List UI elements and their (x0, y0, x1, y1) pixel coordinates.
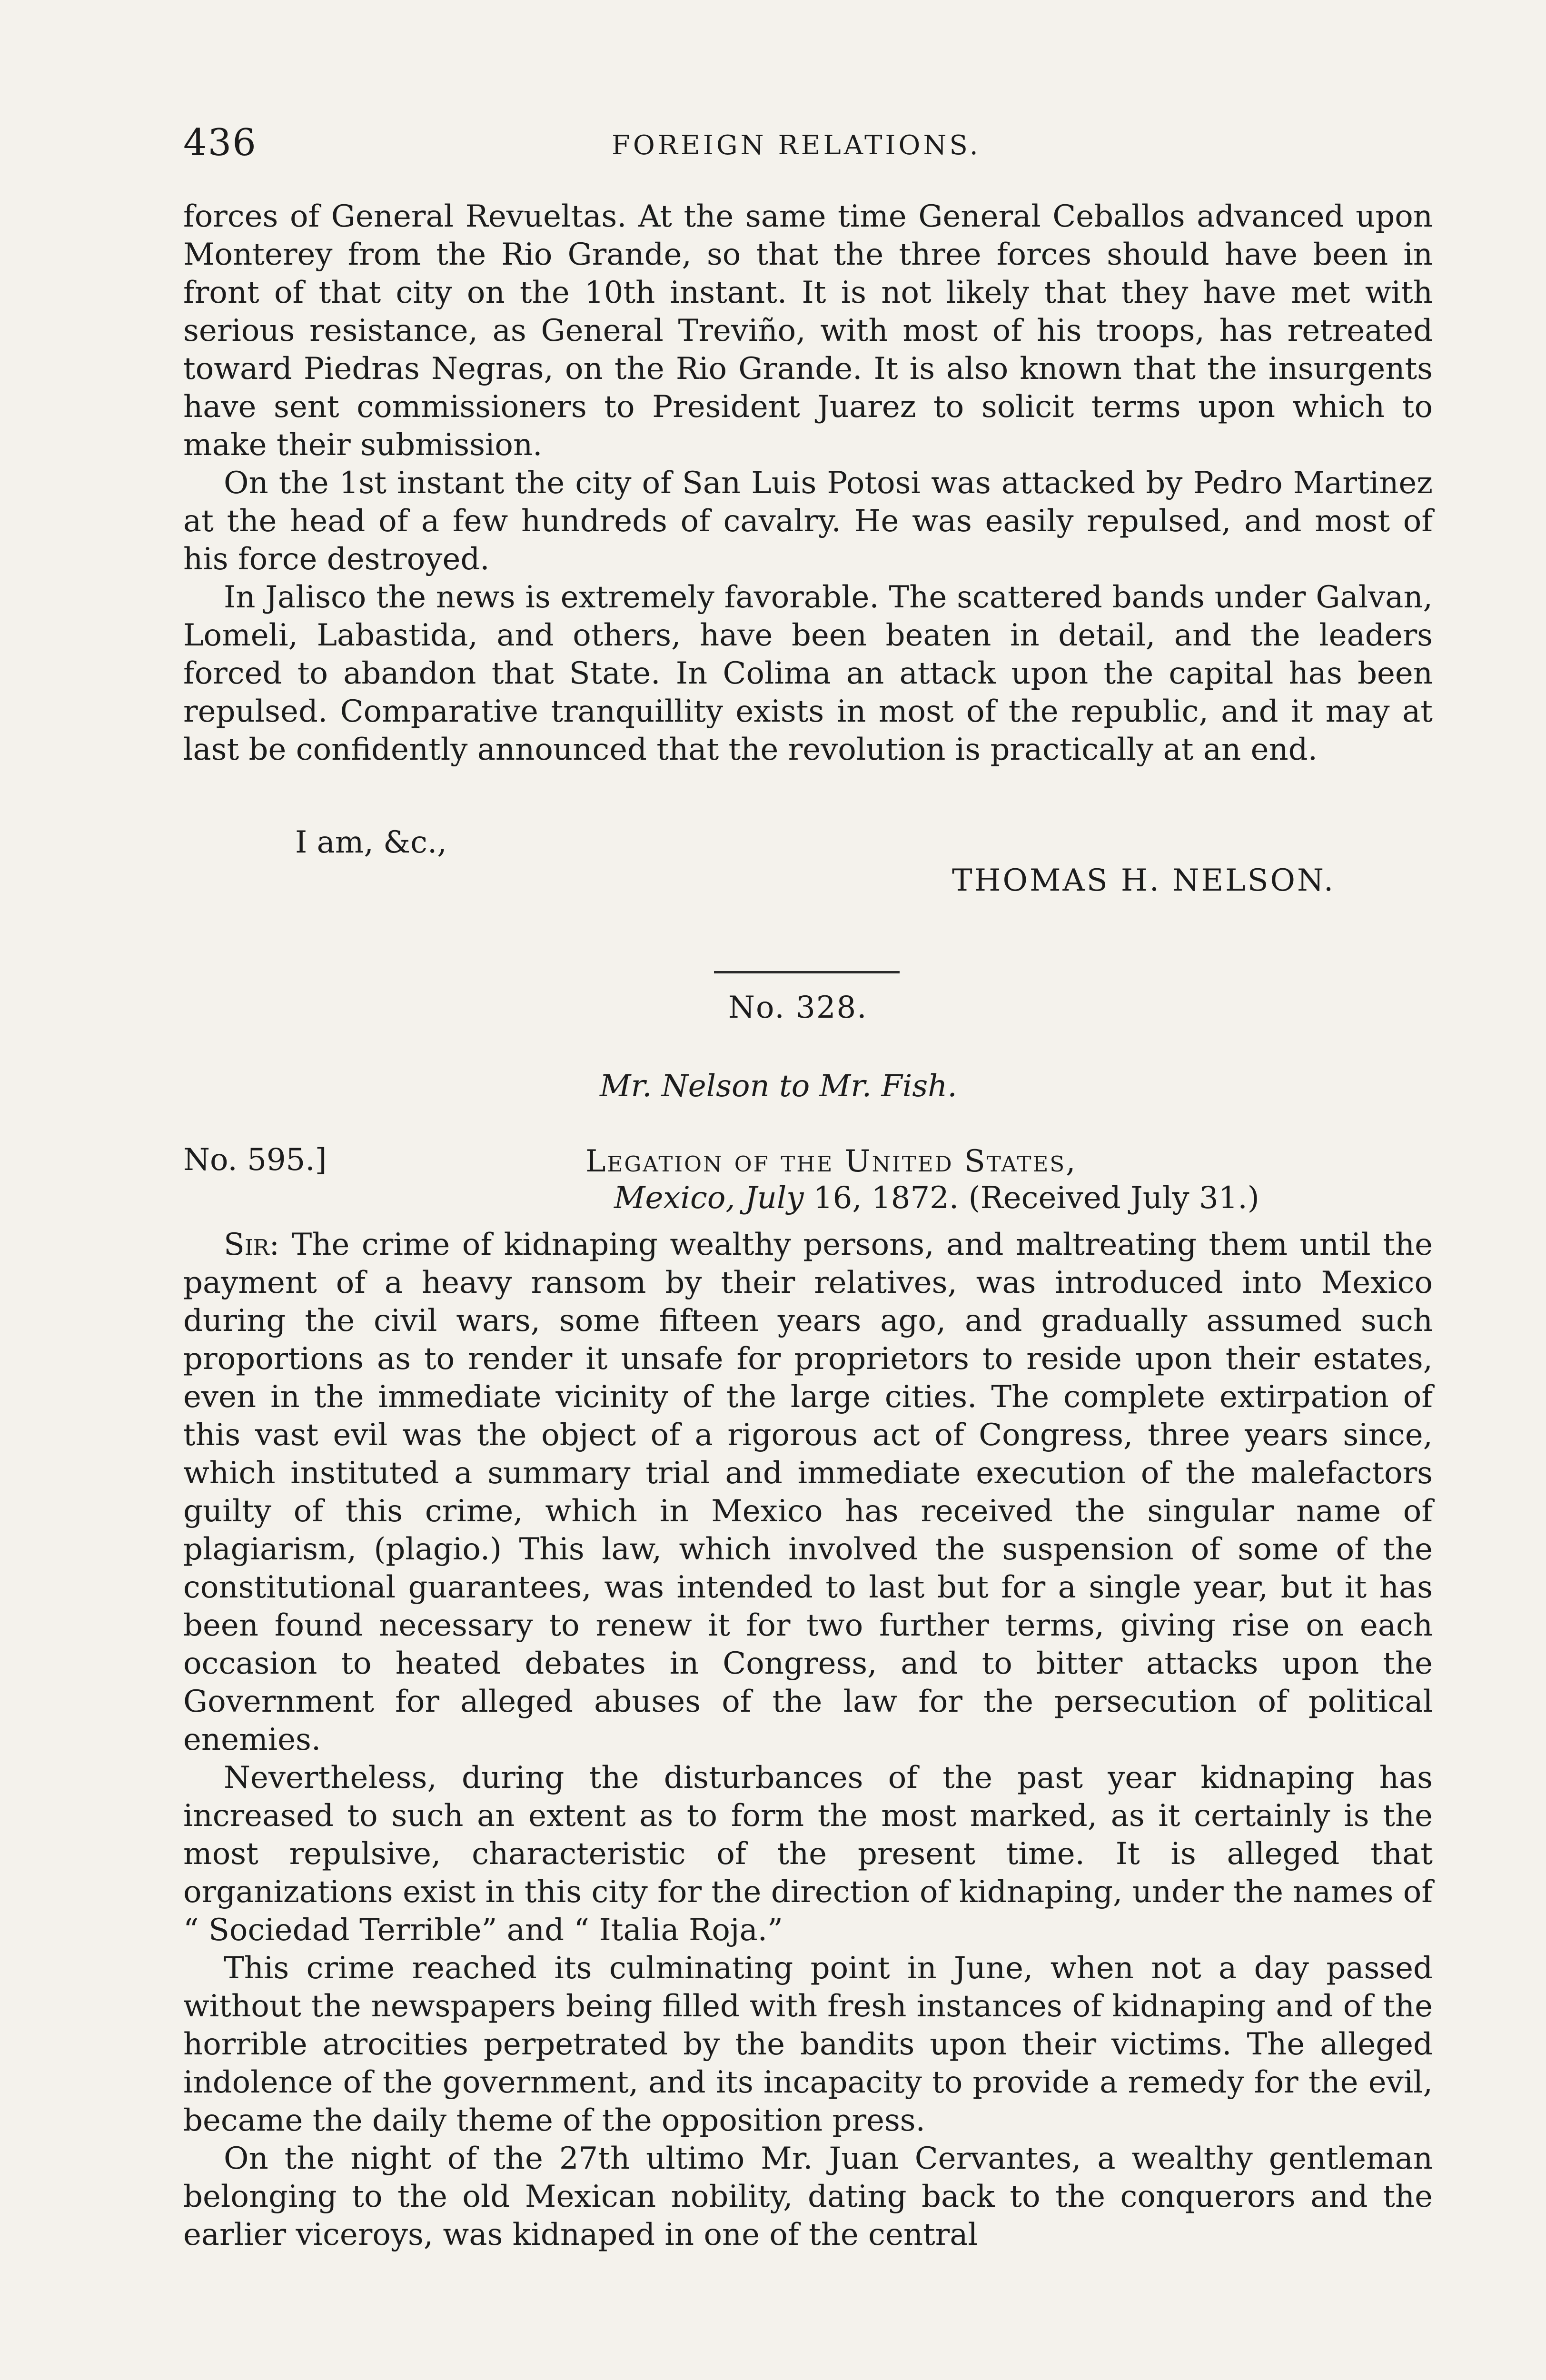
salutation: Sir (224, 1227, 269, 1262)
document-number: No. 328. (728, 990, 868, 1025)
paragraph: forces of General Revueltas. At the same time General Ceballos advanced upon Monterey from the Rio Grande, so that the three forces should have been in front of that city on the 10th instant. It is not likely that they have met with serious resistance, as General Treviño, with most of his troops, has retreated toward Piedras Negras, on the Rio Grande. It is also known that the insurgents have sent commissioners to President Juarez to solicit terms upon which to make their submission. (183, 199, 1433, 463)
paragraph: On the 1st instant the city of San Luis Potosi was attacked by Pedro Martinez at the head of a few hundreds of cavalry. He was easily repulsed, and most of his force destroyed. (183, 466, 1433, 577)
date-received: 16, 1872. (Received July 31.) (813, 1180, 1259, 1216)
closing-phrase: I am, &c., (295, 825, 447, 860)
despatch-number: No. 595.] (183, 1142, 327, 1178)
page-number: 436 (183, 121, 257, 164)
legation-name: Legation of the United States, (585, 1144, 1077, 1179)
running-title: FOREIGN RELATIONS. (612, 130, 981, 161)
page-header (183, 121, 1430, 174)
paragraph (183, 1226, 1433, 1759)
paragraph: This crime reached its culminating point in June, when not a day passed without the newspapers being filled with fresh instances of kidnaping and of the horrible atrocities perpetrated by the bandits upon their victims. The alleged indolence of the government, and its incapacity to provide a remedy for the evil, became the daily theme of the opposition press. (183, 1951, 1433, 2138)
signature: THOMAS H. NELSON. (952, 863, 1336, 898)
place: Mexico, July (614, 1180, 804, 1216)
paragraph: Nevertheless, during the disturbances of the past year kidnaping has increased to such an extent as to form the most marked, as it certainly is the most repulsive, characteristic of the present time. It is alleged that organizations exist in this city for the direction of kidnaping, under the names of “ Sociedad Terrible” and “ Italia Roja.” (183, 1760, 1433, 1948)
document-title: Mr. Nelson to Mr. Fish. (600, 1069, 957, 1104)
paragraph-text: : The crime of kidnaping wealthy persons, and maltreating them until the payment of a heavy ransom by their relatives, was introduced into Mexico during the civil wars, some fifteen years ago, and gradually assumed such proportions as to render it unsafe for proprietors to reside upon their estates, even in the immediate vicinity of the large cities. The complete extirpation of this vast evil was the object of a rigorous act of Congress, three years since, which instituted a summary trial and immediate execution of the malefactors guilty of this crime, which in Mexico has received the singular name of plagiarism, (plagio.) This law, which involved the suspension of some of the constitutional guarantees, was intended to last but for a single year, but it has been found necessary to renew it for two further terms, giving rise on each occasion to heated debates in Congress, and to bitter attacks upon the Government for alleged abuses of the law for the persecution of political enemies. (183, 1227, 1433, 1757)
paragraph: On the night of the 27th ultimo Mr. Juan Cervantes, a wealthy gentleman belonging to the old Mexican nobility, dating back to the conquerors and the earlier viceroys, was kidnaped in one of the central (183, 2141, 1433, 2252)
paragraph: In Jalisco the news is extremely favorable. The scattered bands under Galvan, Lomeli, Labastida, and others, have been beaten in detail, and the leaders forced to abandon that State. In Colima an attack upon the capital has been repulsed. Comparative tranquillity exists in most of the republic, and it may at last be confidently announced that the revolution is practically at an end. (183, 580, 1433, 767)
section-divider (714, 971, 900, 973)
letter-body (183, 1226, 1433, 2254)
letter-body-continued (183, 198, 1433, 769)
place-date-line (614, 1180, 1259, 1216)
legation-heading (585, 1142, 1077, 1180)
